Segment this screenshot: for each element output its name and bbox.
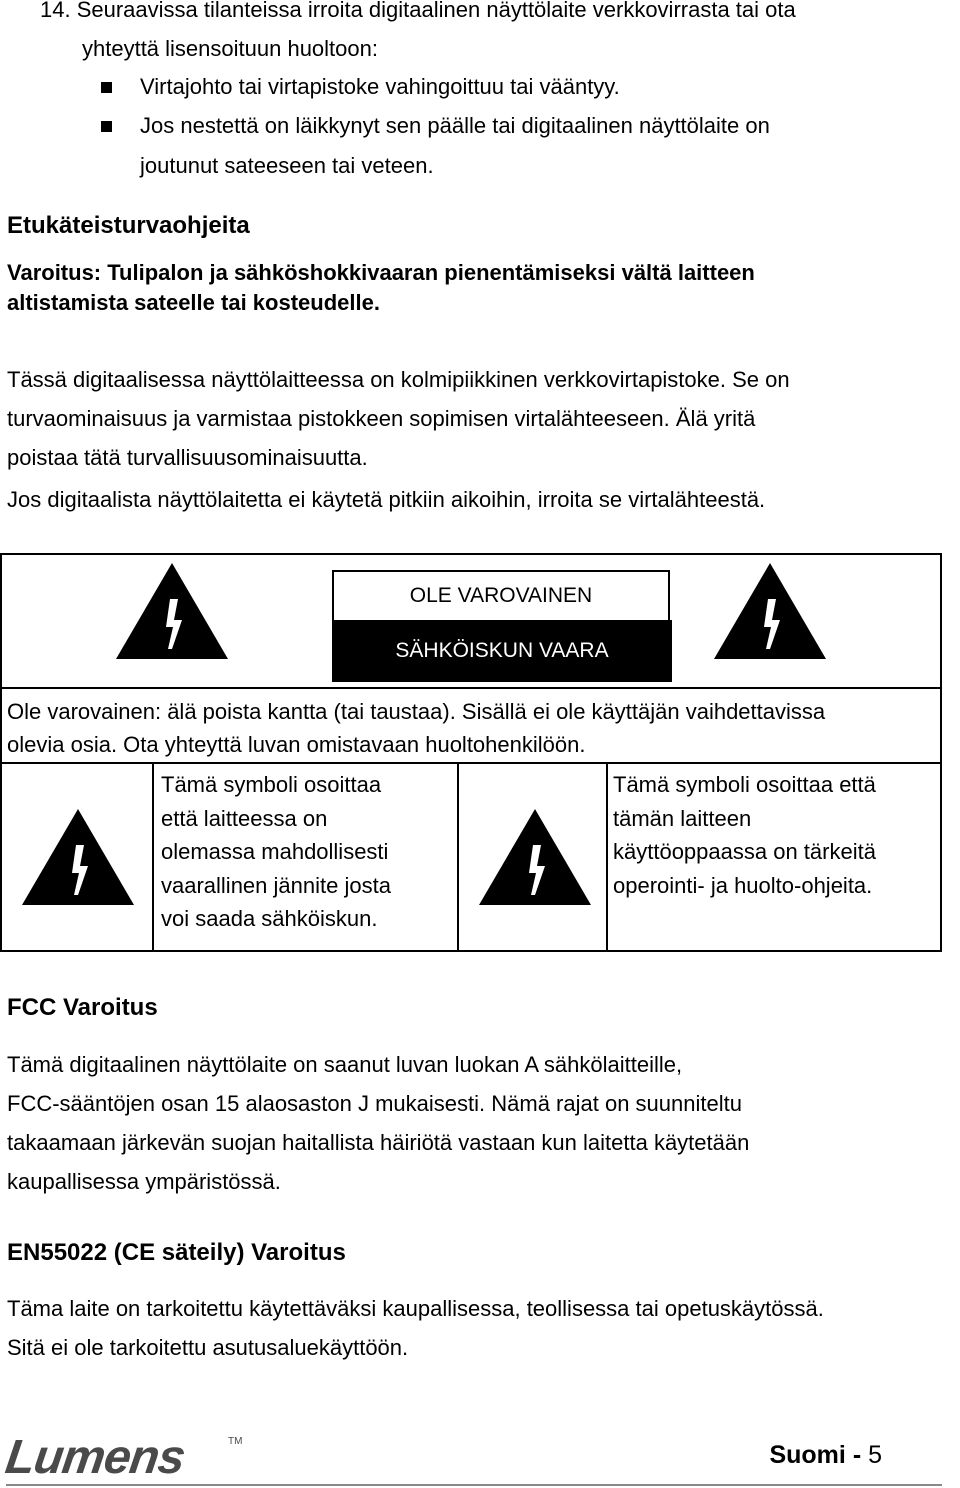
footer-language: Suomi (769, 1441, 846, 1469)
symbol1-line: Tämä symboli osoittaa (161, 772, 382, 797)
para1-line-3: poistaa tätä turvallisuusominaisuutta. (7, 445, 368, 470)
footer (0, 1424, 960, 1488)
warning-table (0, 553, 942, 952)
fcc-line-4: kaupallisessa ympäristössä. (7, 1169, 281, 1194)
fcc-line-1: Tämä digitaalinen näyttölaite on saanut luvan luokan A sähkölaitteille, (7, 1052, 683, 1077)
en55022-heading: EN55022 (CE säteily) Varoitus (7, 1239, 346, 1266)
symbol1-line: että laitteessa on (161, 805, 328, 831)
footer-rule (6, 1484, 942, 1486)
para1-line-2: turvaominaisuus ja varmistaa pistokkeen sopimisen virtalähteeseen. Älä yritä (7, 406, 756, 431)
caution-label-bottom-text: SÄHKÖISKUN VAARA (395, 639, 609, 662)
lightning-warning-triangle-icon (479, 809, 591, 905)
lumens-logo: Lumens (2, 1431, 188, 1484)
bullet-2-text-line-1: Jos nestettä on läikkynyt sen päälle tai digitaalinen näyttölaite on (140, 113, 770, 138)
symbol2-line: Tämä symboli osoittaa että (613, 772, 876, 797)
symbol1-line: vaarallinen jännite josta (161, 872, 391, 898)
footer-separator: - (852, 1441, 862, 1469)
caution-line-1: Ole varovainen: älä poista kantta (tai taustaa). Sisällä ei ole käyttäjän vaihdettavissa (7, 699, 826, 724)
caution-label-bottom (332, 620, 672, 682)
precautions-heading: Etukäteisturvaohjeita (7, 212, 250, 239)
warning-line-1: Varoitus: Tulipalon ja sähköshokkivaaran pienentämiseksi vältä laitteen (7, 260, 755, 285)
fcc-heading: FCC Varoitus (7, 994, 158, 1021)
bullet-2-text-line-2: joutunut sateeseen tai veteen. (140, 153, 434, 178)
para1-line-1: Tässä digitaalisessa näyttölaitteessa on kolmipiikkinen verkkovirtapistoke. Se on (7, 367, 790, 392)
caution-label-top-text: OLE VAROVAINEN (409, 584, 593, 607)
lightning-warning-triangle-icon (714, 563, 826, 659)
symbol1-line: olemassa mahdollisesti (161, 839, 389, 864)
symbol2-line: tämän laitteen (613, 805, 752, 831)
page-footer-label (769, 1440, 882, 1470)
bullet-1-text: Virtajohto tai virtapistoke vahingoittuu tai vääntyy. (140, 74, 620, 99)
caution-label-top (332, 570, 670, 620)
item14-line-2: yhteyttä lisensoituun huoltoon: (82, 36, 378, 61)
para2: Jos digitaalista näyttölaitetta ei käytetä pitkiin aikoihin, irroita se virtalähteestä. (7, 487, 766, 512)
symbol2-line: operointi- ja huolto-ohjeita. (613, 872, 873, 898)
fcc-line-3: takaamaan järkevän suojan haitallista häiriötä vastaan kun laitetta käytetään (7, 1130, 750, 1155)
symbol2-line: käyttöoppaassa on tärkeitä (613, 839, 876, 864)
lightning-warning-triangle-icon (116, 563, 228, 659)
symbol1-line: voi saada sähköiskun. (161, 906, 378, 931)
caution-line-2: olevia osia. Ota yhteyttä luvan omistavaan huoltohenkilöön. (7, 732, 586, 757)
table-divider (606, 762, 608, 952)
en55022-line-1: Täma laite on tarkoitettu käytettäväksi kaupallisessa, teollisessa tai opetuskäytössä. (7, 1296, 824, 1321)
item14-line-1: 14. Seuraavissa tilanteissa irroita digitaalinen näyttölaite verkkovirrasta tai ota (40, 0, 796, 22)
en55022-line-2: Sitä ei ole tarkoitettu asutusaluekäyttöön. (7, 1335, 409, 1360)
trademark-mark: TM (228, 1436, 243, 1447)
bullet-square-icon (101, 82, 112, 93)
lightning-warning-triangle-icon (22, 809, 134, 905)
table-divider (152, 762, 154, 952)
table-divider (457, 762, 459, 952)
footer-page-number: 5 (868, 1441, 882, 1469)
fcc-line-2: FCC-sääntöjen osan 15 alaosaston J mukaisesti. Nämä rajat on suunniteltu (7, 1091, 742, 1116)
warning-line-2: altistamista sateelle tai kosteudelle. (7, 290, 380, 315)
bullet-square-icon (101, 121, 112, 132)
